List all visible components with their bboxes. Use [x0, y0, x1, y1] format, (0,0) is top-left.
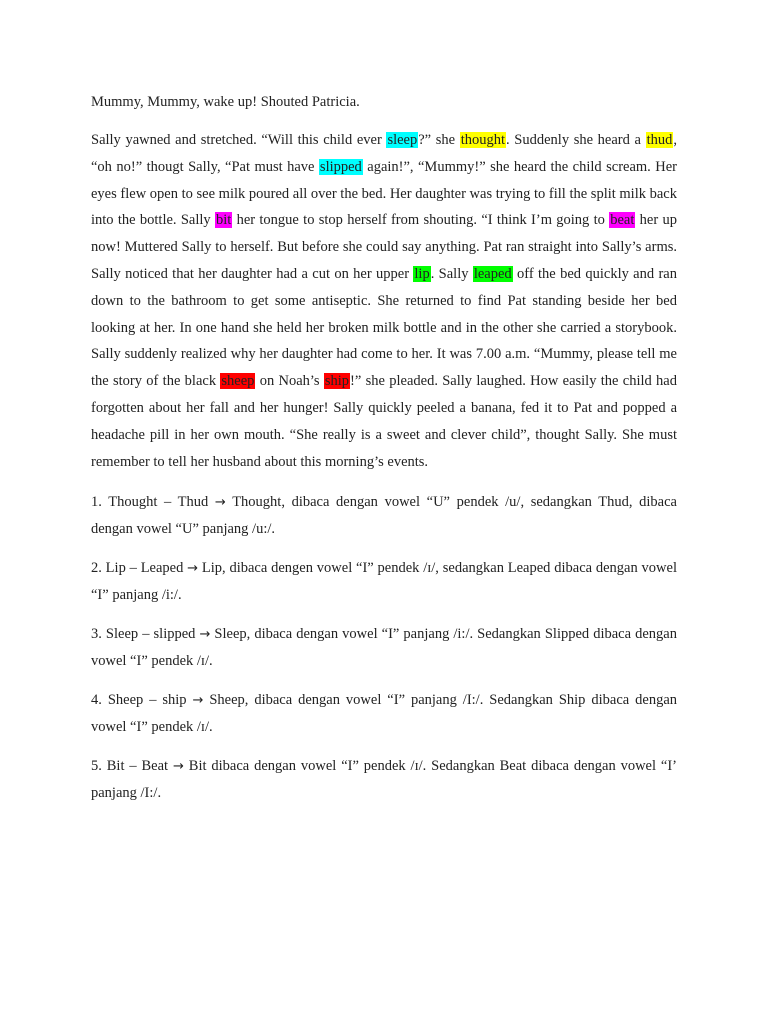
story-text: ?” she [418, 132, 460, 148]
word-pair: 3. Sleep – slipped [91, 626, 200, 643]
explanation-text: Bit dibaca dengan vowel “I” pendek /ɪ/. Sedangkan Beat dibaca dengan vowel “I’ panjang /I:/. [91, 758, 677, 802]
story-text: . Suddenly she heard a [506, 132, 646, 148]
story-text: Sally yawned and stretched. “Will this child ever [91, 132, 387, 148]
story-text: !” she pleaded. Sally laughed. How easily the child had forgotten about her fall and her hunger! Sally quickly peeled a banana, fed it to Pat and popped a headache pill in her own mouth. “She really is a sweet and clever child”, thought Sally. She must remember to tell her husband about this morning’s events. [91, 373, 677, 470]
story-text: on Noah’s [255, 373, 324, 390]
highlighted-word-ship: ship [324, 373, 350, 390]
explanation-text: Sleep, dibaca dengan vowel “I” panjang /i:/. Sedangkan Slipped dibaca dengan vowel “I” pendek /ɪ/. [91, 626, 677, 670]
arrow-right-icon: → [214, 495, 226, 511]
story-text: her up now! Muttered Sally to herself. But before she could say anything. Pat ran straight into Sally’s arms. Sally noticed that her daughter had a cut on her upper [91, 212, 677, 282]
story-text: again!”, “Mummy!” she heard the child scream. Her eyes flew open to see milk poured all over the bed. Her daughter was trying to fill the split milk back into the bottle. Sally [91, 158, 677, 229]
highlighted-word-lip: lip [414, 265, 430, 282]
word-pair: 1. Thought – Thud [91, 494, 215, 511]
story-paragraph [91, 127, 677, 475]
highlighted-word-sheep: sheep [221, 373, 255, 390]
word-pair: 2. Lip – Leaped [91, 560, 188, 577]
explanation-text: Sheep, dibaca dengan vowel “I” panjang /I:/. Sedangkan Ship dibaca dengan vowel “I” pendek /ɪ/. [91, 692, 678, 736]
pronunciation-item [91, 489, 677, 543]
pronunciation-item [91, 753, 677, 807]
story-text: . Sally [430, 265, 473, 282]
explanation-text: Thought, dibaca dengan vowel “U” pendek /u/, sedangkan Thud, dibaca dengan vowel “U” panjang /u:/. [91, 494, 677, 538]
pronunciation-list [91, 489, 677, 807]
word-pair: 5. Bit – Beat [91, 758, 173, 775]
highlighted-word-bit: bit [215, 212, 232, 229]
story-text: her tongue to stop herself from shouting. “I think I’m going to [232, 212, 610, 229]
explanation-text: Lip, dibaca dengen vowel “I” pendek /ɪ/, sedangkan Leaped dibaca dengan vowel “I” panjang /i:/. [91, 560, 677, 604]
highlighted-word-thud: thud [646, 132, 673, 148]
arrow-right-icon: → [192, 693, 204, 709]
pronunciation-item [91, 687, 677, 741]
highlighted-word-thought: thought [460, 132, 506, 148]
arrow-right-icon: → [187, 561, 199, 577]
highlighted-word-slipped: slipped [319, 158, 362, 175]
pronunciation-item [91, 555, 677, 609]
story-text: off the bed quickly and ran down to the bathroom to get some antiseptic. She returned to find Pat standing beside her bed looking at her. In one hand she held her broken milk bottle and in the other she carried a storybook. Sally suddenly realized why her daughter had come to her. It was 7.00 a.m. “Mummy, please tell me the story of the black [91, 265, 677, 390]
highlighted-word-leaped: leaped [473, 265, 512, 282]
story-title: Mummy, Mummy, wake up! Shouted Patricia. [91, 94, 360, 110]
arrow-right-icon: → [172, 759, 184, 775]
highlighted-word-sleep: sleep [387, 132, 418, 148]
word-pair: 4. Sheep – ship [91, 692, 193, 709]
highlighted-word-beat: beat [610, 212, 635, 229]
pronunciation-item [91, 621, 677, 675]
arrow-right-icon: → [199, 627, 211, 643]
story-text: , “oh no!” thougt Sally, “Pat must have [91, 132, 677, 175]
